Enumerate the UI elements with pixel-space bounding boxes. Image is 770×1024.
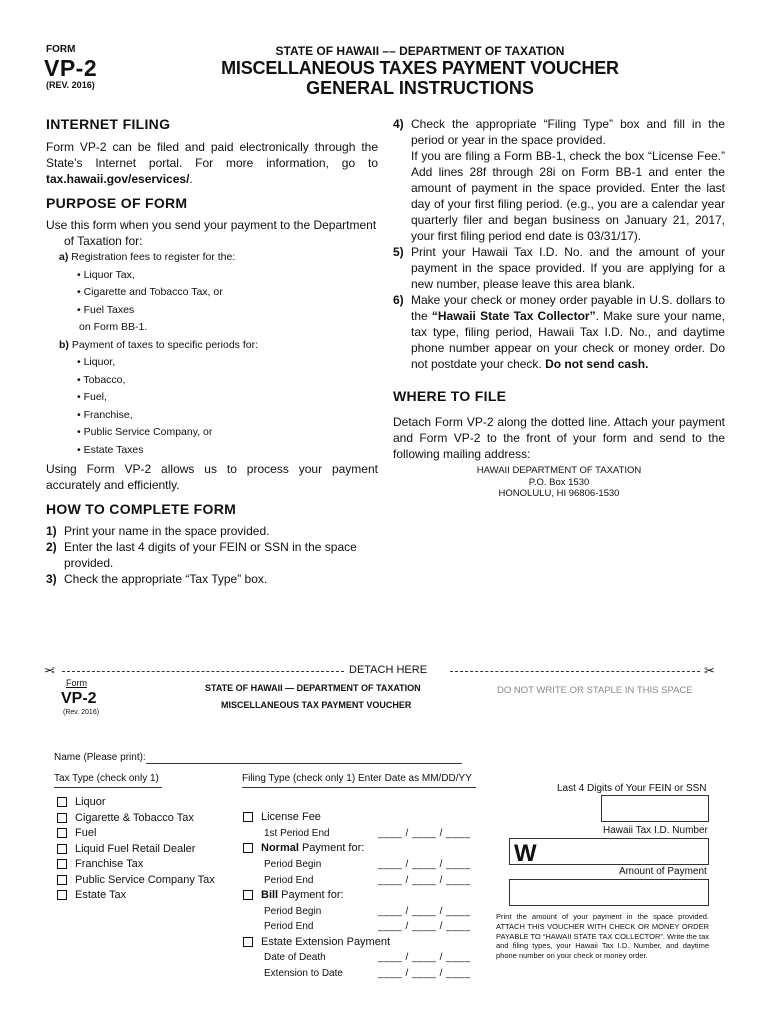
tax-type-option[interactable] [57,795,215,811]
detach-line [44,663,720,679]
dashed-rule-left [62,671,344,672]
first-period-end-date[interactable]: ____ / ____ / ____ [378,828,471,839]
purpose-heading: PURPOSE OF FORM [46,195,188,211]
extension-to-date-date[interactable]: ____ / ____ / ____ [378,968,471,979]
bullet-item [77,407,378,425]
purpose-section [46,195,378,459]
tax-id-input[interactable] [509,838,709,865]
bullet-icon: • [77,426,84,438]
tax-type-option[interactable] [57,857,215,873]
license-fee-checkbox[interactable] [243,812,253,822]
tax-id-label: Hawaii Tax I.D. Number [603,825,708,836]
dashed-rule-right [450,671,700,672]
bill-label-rest: Payment for: [278,889,344,901]
bullet-item [77,284,378,302]
bullet-text: Fuel Taxes [83,303,135,316]
tax-type-checkbox[interactable] [57,828,67,838]
normal-period-end-date[interactable]: ____ / ____ / ____ [378,875,471,886]
step-5-number: 5) [393,245,404,259]
bullet-icon: • [77,373,84,386]
do-not-write-notice: DO NOT WRITE OR STAPLE IN THIS SPACE [497,685,693,696]
purpose-intro-line1: Use this form when you send your payment to the Department [46,218,377,232]
extension-to-date-label: Extension to Date [264,968,343,979]
item-b-label: b) [59,338,69,351]
tax-type-label: Public Service Company Tax [75,873,215,886]
bullet-text: Tobacco, [83,373,126,386]
address-line-1: HAWAII DEPARTMENT OF TAXATION [476,465,642,476]
bill-period-end-label: Period End [264,921,314,932]
tax-type-option[interactable] [57,888,215,904]
item-a-text: Registration fees to register for the: [71,251,236,263]
how-to-section [46,501,378,587]
amount-input[interactable] [509,879,709,906]
where-to-file-text: Detach Form VP-2 along the dotted line. Attach your payment and Form VP-2 to the front of your form and send to the following mailing address: [393,415,725,461]
tax-type-list [57,795,215,904]
scissors-icon-left: ✂ [44,663,55,678]
bullet-text: Cigarette and Tobacco Tax, or [83,286,223,298]
bullet-item [77,389,378,407]
date-of-death-date[interactable]: ____ / ____ / ____ [378,952,471,963]
agency-title: STATE OF HAWAII –– DEPARTMENT OF TAXATION [275,44,565,58]
name-label: Name (Please print): [54,752,146,763]
bill-period-end-date[interactable]: ____ / ____ / ____ [378,921,471,932]
step-6-number: 6) [393,293,404,307]
fein-label: Last 4 Digits of Your FEIN or SSN [557,783,707,794]
estate-extension-label: Estate Extension Payment [261,936,391,948]
tax-type-option[interactable] [57,842,215,858]
tax-type-label: Franchise Tax [75,858,144,870]
internet-filing-section [46,116,378,187]
mailing-address [393,465,725,500]
page-title: MISCELLANEOUS TAXES PAYMENT VOUCHER [221,58,619,78]
how-to-step [46,523,378,539]
bullet-text: Public Service Company, or [83,426,213,438]
step-6-text [411,292,725,372]
how-to-step [46,539,378,571]
purpose-intro [46,217,378,249]
step-4 [393,116,725,244]
normal-payment-checkbox[interactable] [243,843,253,853]
step-number: 1) [46,524,57,538]
internet-filing-heading: INTERNET FILING [46,116,171,132]
item-b-text: Payment of taxes to specific periods for: [71,338,259,351]
bullet-text: Fuel, [83,391,107,403]
bill-label-bold: Bill [261,889,279,901]
voucher-title: MISCELLANEOUS TAX PAYMENT VOUCHER [221,700,412,710]
form-revision: (REV. 2016) [46,80,95,90]
name-field[interactable] [146,763,462,764]
step-6-part-b: . Make sure your name, tax type, filing period, Hawaii Tax I.D. No., and daytime phone number appear on your check or money order. Do not postdate your check. [411,309,726,371]
bill-payment-checkbox[interactable] [243,890,253,900]
tax-type-checkbox[interactable] [57,844,67,854]
page-subtitle: GENERAL INSTRUCTIONS [306,78,534,98]
fein-input[interactable] [601,795,709,822]
step-number: 2) [46,540,57,554]
bullet-item [77,442,378,460]
step-4-extra: If you are filing a Form BB-1, check the box “License Fee.” Add lines 28f through 28i on Form BB-1 and enter the amount of payment in the space provided. Enter the last day of your first filing period. (e.g., you are a calendar year quarterly filer and began business on January 21, 2017, your first filing period end date is 03/31/17). [411,149,725,243]
form-number: VP-2 [44,55,98,81]
step-6 [393,292,725,372]
first-period-end-label: 1st Period End [264,828,330,839]
filing-normal-payment[interactable] [243,842,364,854]
bullet-item [77,354,378,372]
normal-period-begin-date[interactable]: ____ / ____ / ____ [378,859,471,870]
tax-type-option[interactable] [57,873,215,889]
step-number: 3) [46,572,57,586]
filing-license-fee[interactable] [243,811,321,823]
tax-type-label: Estate Tax [75,889,127,901]
bullet-item [77,267,378,285]
tax-type-checkbox[interactable] [57,797,67,807]
filing-type-heading: Filing Type (check only 1) Enter Date as MM/DD/YY [242,773,472,784]
bullet-icon: • [77,408,84,421]
step-6-payee: “Hawaii State Tax Collector” [431,309,596,323]
tax-type-label: Liquid Fuel Retail Dealer [75,842,196,855]
bullet-icon: • [77,286,84,298]
step-5 [393,244,725,292]
voucher-form-number: VP-2 [61,690,97,707]
normal-period-end-label: Period End [264,875,314,886]
internet-filing-text [46,139,378,187]
filing-type-rule [242,787,476,788]
tax-id-prefix: W [514,840,537,867]
item-a-suffix: on Form BB-1. [79,321,148,333]
how-to-steps [46,523,378,587]
internet-filing-body: Form VP-2 can be filed and paid electronically through the State’s Internet portal. For more information, go to [46,140,378,170]
license-fee-label: License Fee [261,811,321,823]
bill-period-begin-date[interactable]: ____ / ____ / ____ [378,906,471,917]
how-to-heading: HOW TO COMPLETE FORM [46,501,237,517]
purpose-intro-line2: of Taxation for: [64,234,143,248]
voucher-revision: (Rev. 2016) [63,709,100,716]
item-a-label: a) [59,251,69,263]
tax-type-label: Cigarette & Tobacco Tax [75,811,194,824]
tax-type-rule [54,787,162,788]
how-to-step [46,571,378,587]
payment-instructions: Print the amount of your payment in the space provided. ATTACH THIS VOUCHER WITH CHECK OR MONEY ORDER PAYABLE TO “HAWAII STATE TAX COLLECTOR”. Write the tax and filing types, your Hawaii Tax I.D. Number, and daytime phone number on your check or money order. [496,912,709,961]
bullet-item [77,302,378,320]
filing-estate-extension[interactable] [243,936,390,948]
step-6-warning: Do not send cash. [545,357,649,371]
bullet-item [77,372,378,390]
date-of-death-label: Date of Death [264,952,326,963]
item-a-bullets [77,267,378,320]
step-text: Enter the last 4 digits of your FEIN or SSN in the space provided. [64,540,357,570]
bullet-text: Estate Taxes [83,443,144,456]
purpose-closing: Using Form VP-2 allows us to process your payment accurately and efficiently. [46,462,378,492]
bullet-item [77,424,378,442]
scissors-icon-right: ✂ [704,663,715,678]
normal-label-rest: Payment for: [298,842,365,854]
step-text: Print your name in the space provided. [64,524,270,538]
voucher-agency: STATE OF HAWAII — DEPARTMENT OF TAXATION [205,683,421,693]
tax-type-checkbox[interactable] [57,859,67,869]
tax-type-checkbox[interactable] [57,813,67,823]
where-to-file-heading: WHERE TO FILE [393,388,507,404]
bullet-text: Liquor, [83,356,116,368]
right-steps [393,116,725,372]
bullet-icon: • [77,268,84,281]
tax-type-checkbox[interactable] [57,890,67,900]
tax-type-label: Liquor [75,796,106,808]
internet-filing-tail: . [189,172,193,186]
step-6-part-a: Make your check or money order payable in U.S. dollars to the [411,293,725,323]
form-label: FORM [46,44,76,55]
bullet-icon: • [77,356,84,368]
step-4-number: 4) [393,117,404,131]
bill-period-begin-label: Period Begin [264,906,322,917]
bullet-icon: • [77,443,84,456]
tax-type-heading: Tax Type (check only 1) [54,773,159,784]
filing-bill-payment[interactable] [243,889,344,901]
detach-label: DETACH HERE [345,664,431,676]
where-to-file-section [393,388,725,500]
step-text: Check the appropriate “Tax Type” box. [64,572,268,586]
bullet-icon: • [77,303,84,316]
voucher-form-label: Form [66,678,87,688]
address-line-2: P.O. Box 1530 [528,476,590,488]
bullet-text: Franchise, [83,408,133,421]
estate-extension-checkbox[interactable] [243,937,253,947]
tax-type-checkbox[interactable] [57,875,67,885]
tax-type-label: Fuel [75,827,97,839]
item-b-bullets [77,354,378,459]
address-line-3: HONOLULU, HI 96806-1530 [498,488,620,499]
step-4-text: Check the appropriate “Filing Type” box and fill in the period or year in the space provided. [411,117,725,147]
normal-label-bold: Normal [261,842,299,854]
amount-label: Amount of Payment [619,866,707,877]
tax-type-option[interactable] [57,811,215,827]
bullet-icon: • [77,391,84,403]
step-5-text: Print your Hawaii Tax I.D. No. and the amount of your payment in the space provided. If you are applying for a new number, please leave this area blank. [411,245,725,291]
normal-period-begin-label: Period Begin [264,859,322,870]
eservices-link[interactable]: tax.hawaii.gov/eservices/ [46,172,190,186]
bullet-text: Liquor Tax, [83,268,135,281]
tax-type-option[interactable] [57,826,215,842]
purpose-list-a [59,249,378,459]
